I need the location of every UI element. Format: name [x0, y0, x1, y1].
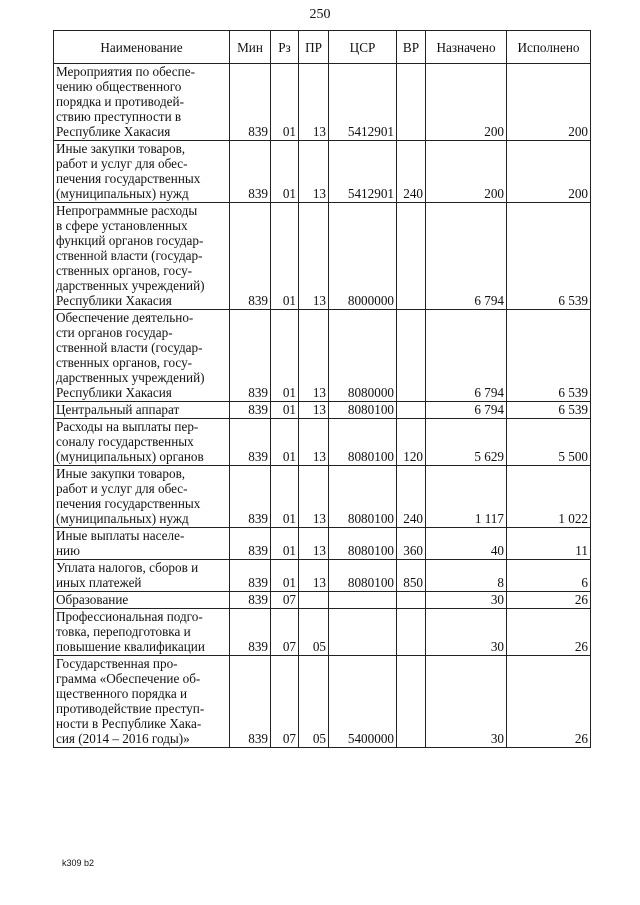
cell-name-line: товка, переподготовка и	[56, 624, 191, 639]
cell-name-line: Иные закупки товаров,	[56, 466, 186, 481]
cell-assigned: 6 794	[426, 310, 507, 402]
cell-name	[54, 64, 230, 141]
cell-name-line: ности в Республике Хака-	[56, 716, 202, 731]
cell-executed: 6 539	[507, 310, 591, 402]
cell-name-line: ственной власти (государ-	[56, 248, 203, 263]
table-row	[54, 64, 591, 141]
cell-rz: 01	[271, 203, 299, 310]
cell-name-line: сти органов государ-	[56, 325, 173, 340]
cell-pr: 13	[299, 528, 329, 560]
cell-pr: 13	[299, 203, 329, 310]
table-row	[54, 310, 591, 402]
cell-min: 839	[230, 419, 271, 466]
cell-name	[54, 656, 230, 748]
cell-name-line: сия (2014 – 2016 годы)»	[56, 731, 190, 746]
cell-name-line: нию	[56, 543, 80, 558]
cell-rz: 07	[271, 592, 299, 609]
cell-rz: 01	[271, 419, 299, 466]
cell-name	[54, 560, 230, 592]
budget-table	[53, 30, 591, 748]
table-row	[54, 609, 591, 656]
cell-executed: 6 539	[507, 402, 591, 419]
cell-min: 839	[230, 656, 271, 748]
cell-executed: 26	[507, 592, 591, 609]
cell-csr: 8080100	[329, 419, 397, 466]
cell-name-line: Государственная про-	[56, 656, 178, 671]
cell-assigned: 6 794	[426, 402, 507, 419]
cell-csr: 8080100	[329, 466, 397, 528]
cell-vr: 850	[397, 560, 426, 592]
cell-min: 839	[230, 310, 271, 402]
cell-csr	[329, 592, 397, 609]
cell-pr	[299, 592, 329, 609]
cell-name	[54, 592, 230, 609]
cell-assigned: 8	[426, 560, 507, 592]
col-header-min: Мин	[230, 31, 271, 64]
cell-name-line: ствию преступности в	[56, 109, 182, 124]
cell-csr: 8080100	[329, 528, 397, 560]
cell-name-line: Обеспечение деятельно-	[56, 310, 194, 325]
cell-name-line: Мероприятия по обеспе-	[56, 64, 195, 79]
cell-executed: 6 539	[507, 203, 591, 310]
cell-name-line: ственной власти (государ-	[56, 340, 203, 355]
table-row	[54, 560, 591, 592]
cell-executed: 200	[507, 64, 591, 141]
cell-name-line: Республики Хакасия	[56, 385, 172, 400]
cell-pr: 13	[299, 64, 329, 141]
cell-name-line: работ и услуг для обес-	[56, 156, 188, 171]
cell-name-line: порядка и противодей-	[56, 94, 184, 109]
cell-pr: 13	[299, 141, 329, 203]
cell-vr: 360	[397, 528, 426, 560]
cell-min: 839	[230, 560, 271, 592]
cell-name-line: Образование	[56, 592, 129, 607]
cell-name-line: (муниципальных) нужд	[56, 511, 189, 526]
cell-name-line: ственных органов, госу-	[56, 355, 193, 370]
cell-rz: 07	[271, 609, 299, 656]
cell-executed: 11	[507, 528, 591, 560]
cell-assigned: 30	[426, 656, 507, 748]
col-header-vr: ВР	[397, 31, 426, 64]
cell-pr: 13	[299, 419, 329, 466]
cell-pr: 13	[299, 466, 329, 528]
col-header-executed: Исполнено	[507, 31, 591, 64]
footer-code: k309 b2	[62, 858, 95, 868]
table-row	[54, 203, 591, 310]
cell-csr: 5412901	[329, 141, 397, 203]
cell-pr: 13	[299, 560, 329, 592]
header-row	[54, 31, 591, 64]
cell-pr: 05	[299, 609, 329, 656]
cell-rz: 07	[271, 656, 299, 748]
table-row	[54, 419, 591, 466]
cell-csr: 8080100	[329, 402, 397, 419]
cell-vr	[397, 592, 426, 609]
cell-name-line: соналу государственных	[56, 434, 194, 449]
cell-vr: 240	[397, 466, 426, 528]
cell-assigned: 30	[426, 609, 507, 656]
cell-min: 839	[230, 609, 271, 656]
cell-rz: 01	[271, 402, 299, 419]
cell-name-line: дарственных учреждений)	[56, 278, 205, 293]
table-row	[54, 141, 591, 203]
cell-assigned: 5 629	[426, 419, 507, 466]
cell-name-line: Республики Хакасия	[56, 293, 172, 308]
cell-min: 839	[230, 141, 271, 203]
cell-name	[54, 528, 230, 560]
table-body	[54, 64, 591, 748]
cell-name-line: противодействие преступ-	[56, 701, 205, 716]
cell-csr: 8080000	[329, 310, 397, 402]
cell-vr: 240	[397, 141, 426, 203]
cell-name-line: Профессиональная подго-	[56, 609, 203, 624]
cell-assigned: 6 794	[426, 203, 507, 310]
cell-rz: 01	[271, 310, 299, 402]
cell-vr	[397, 609, 426, 656]
cell-executed: 26	[507, 609, 591, 656]
cell-executed: 1 022	[507, 466, 591, 528]
cell-min: 839	[230, 64, 271, 141]
cell-name-line: Расходы на выплаты пер-	[56, 419, 199, 434]
cell-name-line: повышение квалификации	[56, 639, 205, 654]
cell-name-line: грамма «Обеспечение об-	[56, 671, 201, 686]
cell-name-line: Уплата налогов, сборов и	[56, 560, 199, 575]
cell-csr: 5412901	[329, 64, 397, 141]
cell-vr: 120	[397, 419, 426, 466]
cell-min: 839	[230, 528, 271, 560]
cell-name-line: печения государственных	[56, 496, 201, 511]
cell-name-line: Республике Хакасия	[56, 124, 171, 139]
table-row	[54, 402, 591, 419]
cell-assigned: 1 117	[426, 466, 507, 528]
cell-name-line: щественного порядка и	[56, 686, 188, 701]
cell-vr	[397, 310, 426, 402]
cell-name	[54, 402, 230, 419]
cell-name-line: ственных органов, госу-	[56, 263, 193, 278]
cell-vr	[397, 402, 426, 419]
cell-executed: 6	[507, 560, 591, 592]
table-row	[54, 528, 591, 560]
cell-name-line: чению общественного	[56, 79, 182, 94]
cell-name-line: Иные выплаты населе-	[56, 528, 185, 543]
cell-executed: 5 500	[507, 419, 591, 466]
table-row	[54, 592, 591, 609]
cell-assigned: 200	[426, 141, 507, 203]
cell-name-line: печения государственных	[56, 171, 201, 186]
cell-csr: 5400000	[329, 656, 397, 748]
cell-vr	[397, 203, 426, 310]
cell-min: 839	[230, 203, 271, 310]
cell-assigned: 40	[426, 528, 507, 560]
cell-vr	[397, 64, 426, 141]
col-header-name: Наименование	[54, 31, 230, 64]
cell-name-line: Центральный аппарат	[56, 402, 180, 417]
page-number: 250	[309, 7, 331, 22]
col-header-rz: Рз	[271, 31, 299, 64]
cell-name-line: в сфере установленных	[56, 218, 188, 233]
cell-name-line: (муниципальных) нужд	[56, 186, 189, 201]
cell-name-line: Иные закупки товаров,	[56, 141, 186, 156]
cell-name	[54, 609, 230, 656]
cell-name-line: работ и услуг для обес-	[56, 481, 188, 496]
table-row	[54, 656, 591, 748]
cell-rz: 01	[271, 141, 299, 203]
cell-name-line: иных платежей	[56, 575, 142, 590]
cell-rz: 01	[271, 528, 299, 560]
cell-min: 839	[230, 402, 271, 419]
cell-name	[54, 203, 230, 310]
cell-name	[54, 141, 230, 203]
cell-name	[54, 419, 230, 466]
cell-rz: 01	[271, 466, 299, 528]
cell-min: 839	[230, 592, 271, 609]
col-header-assigned: Назначено	[426, 31, 507, 64]
cell-rz: 01	[271, 560, 299, 592]
cell-csr: 8000000	[329, 203, 397, 310]
cell-executed: 200	[507, 141, 591, 203]
cell-min: 839	[230, 466, 271, 528]
cell-rz: 01	[271, 64, 299, 141]
cell-pr: 13	[299, 310, 329, 402]
cell-vr	[397, 656, 426, 748]
cell-executed: 26	[507, 656, 591, 748]
table-row	[54, 466, 591, 528]
cell-name-line: Непрограммные расходы	[56, 203, 198, 218]
col-header-csr: ЦСР	[329, 31, 397, 64]
cell-pr: 05	[299, 656, 329, 748]
cell-assigned: 200	[426, 64, 507, 141]
cell-name	[54, 310, 230, 402]
cell-assigned: 30	[426, 592, 507, 609]
col-header-pr: ПР	[299, 31, 329, 64]
cell-name	[54, 466, 230, 528]
cell-name-line: функций органов государ-	[56, 233, 204, 248]
cell-pr: 13	[299, 402, 329, 419]
cell-csr	[329, 609, 397, 656]
cell-csr: 8080100	[329, 560, 397, 592]
cell-name-line: дарственных учреждений)	[56, 370, 205, 385]
cell-name-line: (муниципальных) органов	[56, 449, 204, 464]
